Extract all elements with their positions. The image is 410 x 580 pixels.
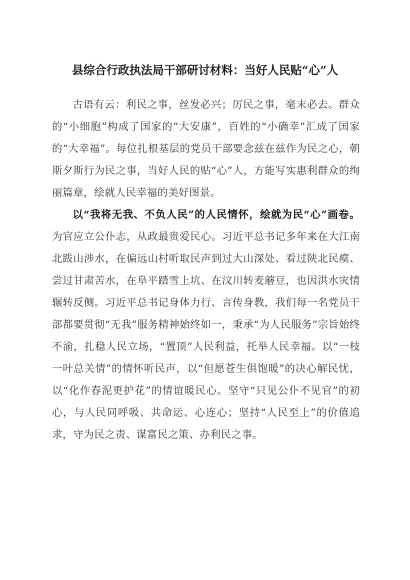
paragraph-intro <box>52 94 360 204</box>
document-body <box>52 94 360 446</box>
paragraph-text: 为官应立公仆志，从政最贵爱民心。习近平总书记多年来在大江南北跋山涉水，在偏远山村听取民声到过大山深处、看过陕北民瘼、尝过甘肃苦水，在阜平踏雪上坑、在汶川转麦蘑豆，也因洪水灾情辗转反侧。习近平总书记身体力行、言传身教，我们每一名党员干部都要贯彻“无我”服务精神始终如一，秉承“为人民服务”宗旨始终不渝，扎稳人民立场，“置顶”人民利益，托举人民幸福。以“一枝一叶总关情”的情怀听民声，以“但愿苍生俱饱暖”的决心解民忧，以“化作春泥更护花”的情谊暖民心。坚守“只见公仆不见官”的初心，与人民同呼吸、共命运、心连心；坚持“人民至上”的价值追求，守为民之责、谋富民之策、办利民之事。 <box>52 231 360 441</box>
paragraph-text: 古语有云：利民之事，丝发必兴；厉民之事，毫末必去。群众的“小细胞”构成了国家的“大安康”，百姓的“小确幸”汇成了国家的“大幸福”。每位扎根基层的党员干部要念兹在兹作为民之心，朝斯夕斯行为民之事，当好人民的贴“心”人，方能写实惠利群众的绚丽篇章，绘就人民幸福的美好图景。 <box>52 99 360 199</box>
document-title: 县综合行政执法局干部研讨材料：当好人民贴“心”人 <box>71 63 339 77</box>
paragraph-section <box>52 204 360 446</box>
section-heading: 以“我将无我、不负人民”的人民情怀，绘就为民“心”画卷。 <box>72 209 360 221</box>
